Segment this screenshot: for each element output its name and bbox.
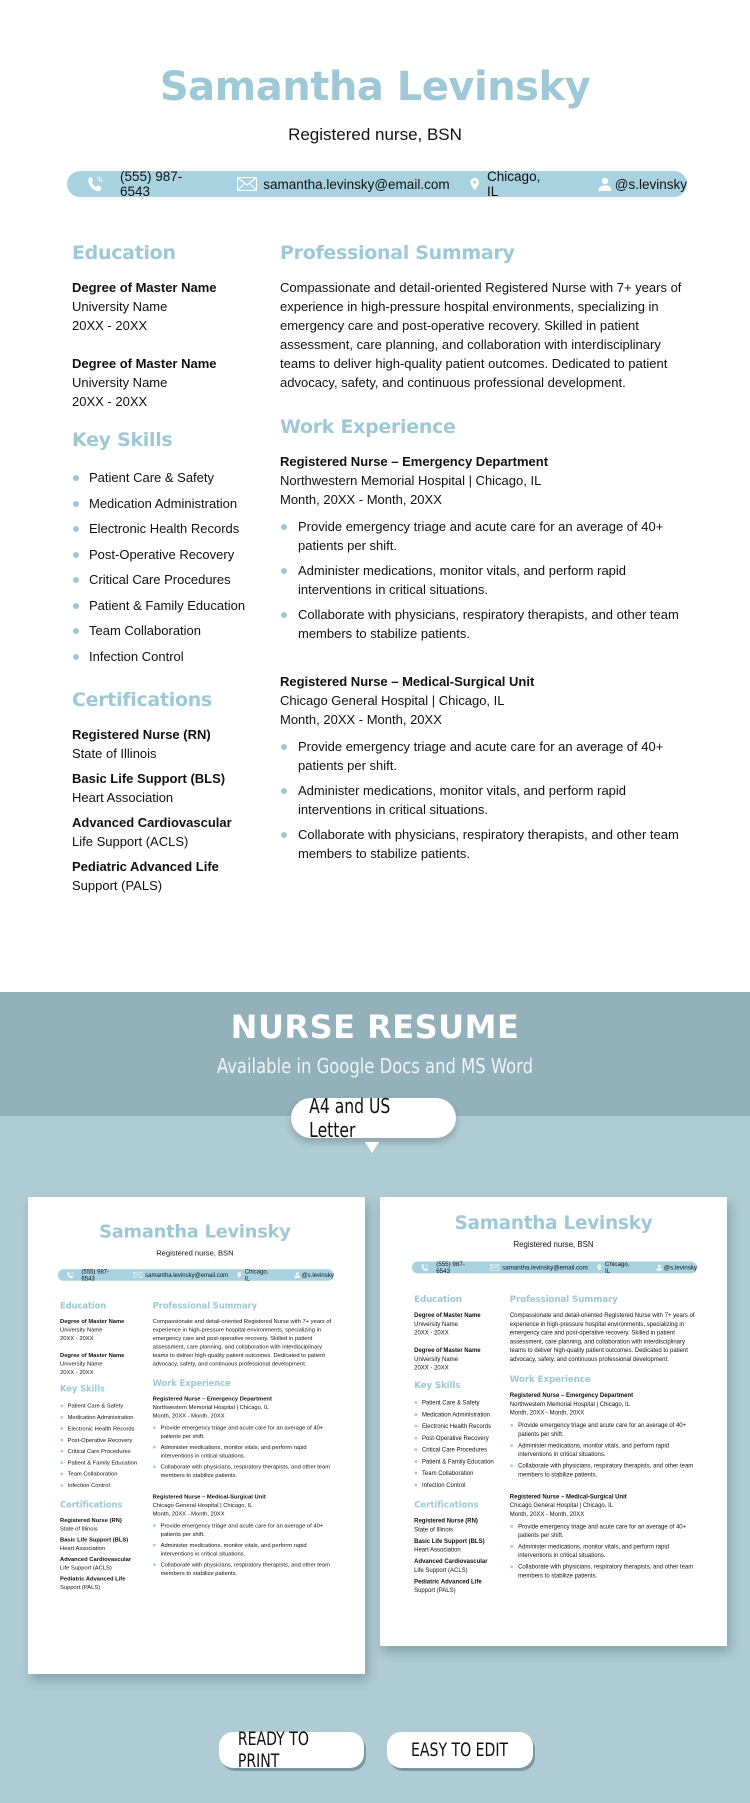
contact-handle [656,1264,697,1271]
pointer-arrow-icon [365,1142,379,1153]
right-column [510,1294,699,1582]
contact-bar [67,171,687,197]
job-title: Registered Nurse – Medical-Surgical Unit [280,674,535,689]
education-degree: Degree of Master Name [72,280,217,295]
phone-icon [87,175,104,193]
education-school: University Name [60,1326,103,1333]
job-bullets [153,1423,335,1479]
right-column [153,1301,335,1580]
education-years: 20XX - 20XX [60,1368,94,1376]
certification-item [72,813,262,851]
job-title: Registered Nurse – Medical-Surgical Unit [509,1492,627,1500]
contact-phone [67,1268,121,1281]
summary-heading: Professional Summary [280,242,515,264]
right-column [280,242,690,869]
job-bullet: Administer medications, monitor vitals, and perform rapid interventions in critical situations. [280,781,690,819]
contact-email-text: samantha.levinsky@email.com [502,1263,588,1271]
certification-item [414,1557,501,1574]
size-options-label: A4 and US Letter [309,1094,391,1142]
job-bullet: Collaborate with physicians, respiratory therapists, and other team members to stabilize patients. [280,605,690,643]
contact-location [597,1261,635,1275]
skill-item: Post-Operative Recovery [72,542,262,568]
skill-item: Patient Care & Safety [60,1400,145,1411]
certification-issuer: Heart Association [60,1544,106,1552]
phone-icon [67,1271,75,1279]
contact-email [134,1272,228,1279]
phone-icon [421,1263,429,1271]
skill-item: Patient Care & Safety [72,465,262,491]
promo-title: NURSE RESUME [230,1008,520,1046]
contact-handle-text: @s.levinsky [663,1263,698,1271]
contact-handle [598,177,687,192]
job-employer: Chicago General Hospital | Chicago, IL [152,1501,253,1509]
job-title: Registered Nurse – Emergency Department [152,1395,272,1402]
job-bullet: Provide emergency triage and acute care for an average of 40+ patients per shift. [280,517,690,555]
job-dates: Month, 20XX - Month, 20XX [509,1510,585,1518]
contact-handle-text: @s.levinsky [301,1271,334,1279]
certification-name: Basic Life Support (BLS) [60,1536,129,1543]
skill-item: Critical Care Procedures [414,1444,501,1456]
certification-item [72,725,262,763]
certification-name: Pediatric Advanced Life [60,1575,126,1583]
location-pin-icon [470,177,479,191]
job-bullets [280,737,690,863]
job-dates: Month, 20XX - Month, 20XX [152,1509,225,1517]
contact-email-text: samantha.levinsky@email.com [145,1271,229,1279]
skill-item: Team Collaboration [72,618,262,644]
skill-item: Infection Control [414,1479,501,1491]
certification-name: Registered Nurse (RN) [414,1517,478,1525]
certification-name: Basic Life Support (BLS) [72,771,226,786]
education-years: 20XX - 20XX [72,318,148,333]
certifications-heading: Certifications [72,689,212,711]
preview-page-us-letter [380,1197,727,1646]
certification-item [414,1577,501,1594]
resume-name: Samantha Levinsky [99,1221,291,1243]
job-bullet: Collaborate with physicians, respiratory therapists, and other team members to stabilize patients. [153,1462,335,1479]
job-dates: Month, 20XX - Month, 20XX [280,712,442,727]
skill-item: Patient & Family Education [414,1455,501,1467]
education-years: 20XX - 20XX [60,1334,94,1342]
email-icon [134,1272,143,1278]
skill-item: Patient & Family Education [60,1457,145,1468]
contact-location [470,169,552,199]
education-school: University Name [414,1320,458,1328]
contact-phone-text: (555) 987-6543 [436,1260,465,1275]
skills-heading: Key Skills [414,1380,461,1391]
user-icon [598,177,612,191]
contact-bar [412,1261,697,1273]
resume-name: Samantha Levinsky [454,1212,653,1234]
contact-email [490,1264,588,1271]
resume-role: Registered nurse, BSN [288,125,462,144]
skill-item: Post-Operative Recovery [60,1434,145,1445]
certification-issuer: Support (PALS) [72,878,163,893]
summary-text: Compassionate and detail-oriented Registered Nurse with 7+ years of experience in high-pressure hospital environments, specializing in emergency care and post-operative recovery. Skilled in patient assessment, care planning, and collaboration with interdisciplinary teams to deliver high-quality patient outcomes. Dedicated to patient advocacy, safety, and continuous professional development. [509,1311,695,1363]
contact-email [237,177,449,192]
certification-name: Advanced Cardiovascular [60,1555,132,1563]
job-bullet: Provide emergency triage and acute care for an average of 40+ patients per shift. [153,1521,335,1538]
certification-issuer: Support (PALS) [414,1586,456,1594]
certification-name: Basic Life Support (BLS) [414,1537,485,1545]
skill-item: Patient & Family Education [72,593,262,619]
experience-heading: Work Experience [509,1374,591,1385]
education-years: 20XX - 20XX [72,394,148,409]
experience-heading: Work Experience [152,1378,231,1389]
skill-item: Post-Operative Recovery [414,1432,501,1444]
skill-item: Critical Care Procedures [72,567,262,593]
skills-list [414,1397,501,1491]
education-heading: Education [72,242,176,264]
certification-issuer: Heart Association [72,790,174,805]
user-icon [656,1264,662,1270]
contact-phone [87,169,207,199]
summary-heading: Professional Summary [152,1300,257,1311]
education-heading: Education [414,1294,462,1305]
education-heading: Education [60,1300,107,1311]
education-item [60,1351,145,1376]
skill-item: Electronic Health Records [60,1423,145,1434]
job-bullet: Provide emergency triage and acute care for an average of 40+ patients per shift. [280,737,690,775]
certification-issuer: Life Support (ACLS) [60,1564,112,1571]
contact-phone-text: (555) 987-6543 [81,1268,110,1282]
certification-issuer: State of Illinois [72,746,157,761]
skills-heading: Key Skills [72,429,173,451]
job-bullet: Administer medications, monitor vitals, and perform rapid interventions in critical situations. [280,561,690,599]
certification-issuer: Support (PALS) [60,1583,101,1591]
resume-name: Samantha Levinsky [159,64,591,110]
skill-item: Team Collaboration [60,1468,145,1479]
job-title: Registered Nurse – Emergency Department [280,454,549,469]
education-years: 20XX - 20XX [414,1364,449,1371]
certification-issuer: Heart Association [414,1546,461,1554]
job-employer: Northwestern Memorial Hospital | Chicago, IL [280,473,542,488]
certification-name: Advanced Cardiovascular [414,1557,488,1565]
job-employer: Northwestern Memorial Hospital | Chicago, IL [152,1403,269,1411]
certification-issuer: Life Support (ACLS) [72,834,189,849]
job-entry [510,1391,699,1479]
job-bullet: Collaborate with physicians, respiratory therapists, and other team members to stabilize patients. [510,1461,699,1478]
location-pin-icon [237,1272,241,1278]
job-employer: Chicago General Hospital | Chicago, IL [280,693,505,708]
job-entry [510,1492,699,1580]
certification-name: Advanced Cardiovascular [72,815,232,830]
ready-to-print-badge [219,1728,364,1772]
left-column [72,242,262,901]
job-bullet: Collaborate with physicians, respiratory therapists, and other team members to stabilize patients. [280,825,690,863]
contact-handle-text: @s.levinsky [614,176,687,192]
education-years: 20XX - 20XX [414,1329,449,1336]
job-bullets [510,1522,699,1580]
promo-subtitle: Available in Google Docs and MS Word [216,1054,534,1078]
skill-item: Medication Administration [414,1408,501,1420]
job-dates: Month, 20XX - Month, 20XX [280,492,442,507]
education-item [72,354,262,411]
job-bullet: Collaborate with physicians, respiratory therapists, and other team members to stabilize patients. [153,1560,335,1577]
education-degree: Degree of Master Name [414,1311,481,1319]
left-column [60,1301,145,1594]
education-school: University Name [414,1355,458,1363]
certifications-list [414,1516,501,1594]
certification-item [414,1516,501,1533]
education-school: University Name [72,299,168,314]
skill-item: Medication Administration [60,1411,145,1422]
contact-location [237,1268,274,1281]
job-bullet: Collaborate with physicians, respiratory therapists, and other team members to stabilize patients. [510,1562,699,1579]
resume-role: Registered nurse, BSN [156,1248,234,1258]
certification-item [60,1555,145,1572]
skill-item: Medication Administration [72,491,262,517]
contact-phone-text: (555) 987-6543 [120,169,183,199]
job-bullets [280,517,690,643]
job-bullet: Administer medications, monitor vitals, and perform rapid interventions in critical situations. [153,1541,335,1558]
education-item [60,1317,145,1342]
certifications-heading: Certifications [414,1499,479,1510]
skill-item: Critical Care Procedures [60,1445,145,1456]
job-employer: Chicago General Hospital | Chicago, IL [509,1501,614,1509]
job-bullets [510,1421,699,1479]
contact-email-text: samantha.levinsky@email.com [263,176,450,192]
education-school: University Name [72,375,168,390]
certifications-list [72,725,262,895]
certification-item [72,769,262,807]
email-icon [490,1264,499,1270]
experience-heading: Work Experience [280,416,456,438]
certifications-list [60,1516,145,1592]
skill-item: Electronic Health Records [72,516,262,542]
job-employer: Northwestern Memorial Hospital | Chicago, IL [509,1400,631,1408]
education-school: University Name [60,1359,103,1367]
job-bullet: Provide emergency triage and acute care for an average of 40+ patients per shift. [510,1522,699,1539]
certification-name: Registered Nurse (RN) [60,1516,122,1524]
easy-to-edit-label: EASY TO EDIT [411,1739,509,1761]
job-title: Registered Nurse – Medical-Surgical Unit [152,1493,266,1500]
job-dates: Month, 20XX - Month, 20XX [509,1409,585,1417]
email-icon [237,177,257,191]
certification-item [414,1537,501,1554]
job-bullet: Administer medications, monitor vitals, and perform rapid interventions in critical situations. [153,1443,335,1460]
certification-name: Pediatric Advanced Life [414,1577,482,1585]
location-pin-icon [597,1264,601,1270]
certification-item [72,857,262,895]
contact-location-text: Chicago, IL [244,1268,269,1282]
size-options-pill [291,1094,456,1142]
education-degree: Degree of Master Name [414,1346,481,1354]
job-entry [153,1394,335,1479]
skill-item: Patient Care & Safety [414,1397,501,1409]
summary-heading: Professional Summary [509,1294,618,1305]
education-item [414,1346,501,1372]
contact-bar [58,1269,334,1281]
job-bullet: Provide emergency triage and acute care for an average of 40+ patients per shift. [153,1423,335,1440]
certification-item [60,1535,145,1552]
certification-item [60,1516,145,1533]
certification-issuer: State of Illinois [60,1525,98,1532]
left-column [414,1294,501,1597]
certification-issuer: State of Illinois [414,1525,454,1533]
skills-list [60,1400,145,1491]
skills-list [72,465,262,669]
user-icon [294,1272,300,1278]
contact-handle [294,1272,334,1279]
job-bullet: Provide emergency triage and acute care for an average of 40+ patients per shift. [510,1421,699,1438]
skill-item: Infection Control [72,644,262,670]
contact-phone [421,1261,476,1275]
job-entry [280,452,690,643]
job-entry [280,672,690,863]
ready-to-print-label: READY TO PRINT [237,1728,309,1772]
skill-item: Electronic Health Records [414,1420,501,1432]
job-title: Registered Nurse – Emergency Department [509,1391,634,1399]
skill-item: Infection Control [60,1479,145,1490]
job-bullet: Administer medications, monitor vitals, and perform rapid interventions in critical situations. [510,1542,699,1559]
education-degree: Degree of Master Name [60,1317,125,1325]
contact-location-text: Chicago, IL [487,169,541,199]
certification-issuer: Life Support (ACLS) [414,1566,468,1574]
summary-text: Compassionate and detail-oriented Registered Nurse with 7+ years of experience in high-pressure hospital environments, specializing in emergency care and post-operative recovery. Skilled in patient assessment, care planning, and collaboration with interdisciplinary teams to deliver high-quality patient outcomes. Dedicated to patient advocacy, safety, and continuous professional development. [280,280,682,390]
mini-resume [381,1197,726,1634]
mini-resume [28,1202,362,1629]
job-entry [153,1492,335,1577]
certifications-heading: Certifications [60,1499,123,1510]
education-item [414,1311,501,1337]
certification-item [60,1574,145,1591]
skills-heading: Key Skills [60,1384,105,1394]
job-bullets [153,1521,335,1577]
certification-name: Pediatric Advanced Life [72,859,219,874]
summary-text: Compassionate and detail-oriented Registered Nurse with 7+ years of experience in high-pressure hospital environments, specializing in emergency care and post-operative recovery. Skilled in patient assessment, care planning, and collaboration with interdisciplinary teams to deliver high-quality patient outcomes. Dedicated to patient advocacy, safety, and continuous professional development. [152,1317,332,1367]
skill-item: Team Collaboration [414,1467,501,1479]
contact-location-text: Chicago, IL [605,1260,630,1275]
job-bullet: Administer medications, monitor vitals, and perform rapid interventions in critical situations. [510,1441,699,1458]
easy-to-edit-badge [387,1732,533,1768]
education-item [72,278,262,335]
education-degree: Degree of Master Name [72,356,217,371]
certification-name: Registered Nurse (RN) [72,727,211,742]
preview-page-a4 [28,1197,365,1674]
education-degree: Degree of Master Name [60,1351,125,1359]
job-dates: Month, 20XX - Month, 20XX [152,1412,225,1419]
resume-role: Registered nurse, BSN [513,1240,594,1250]
